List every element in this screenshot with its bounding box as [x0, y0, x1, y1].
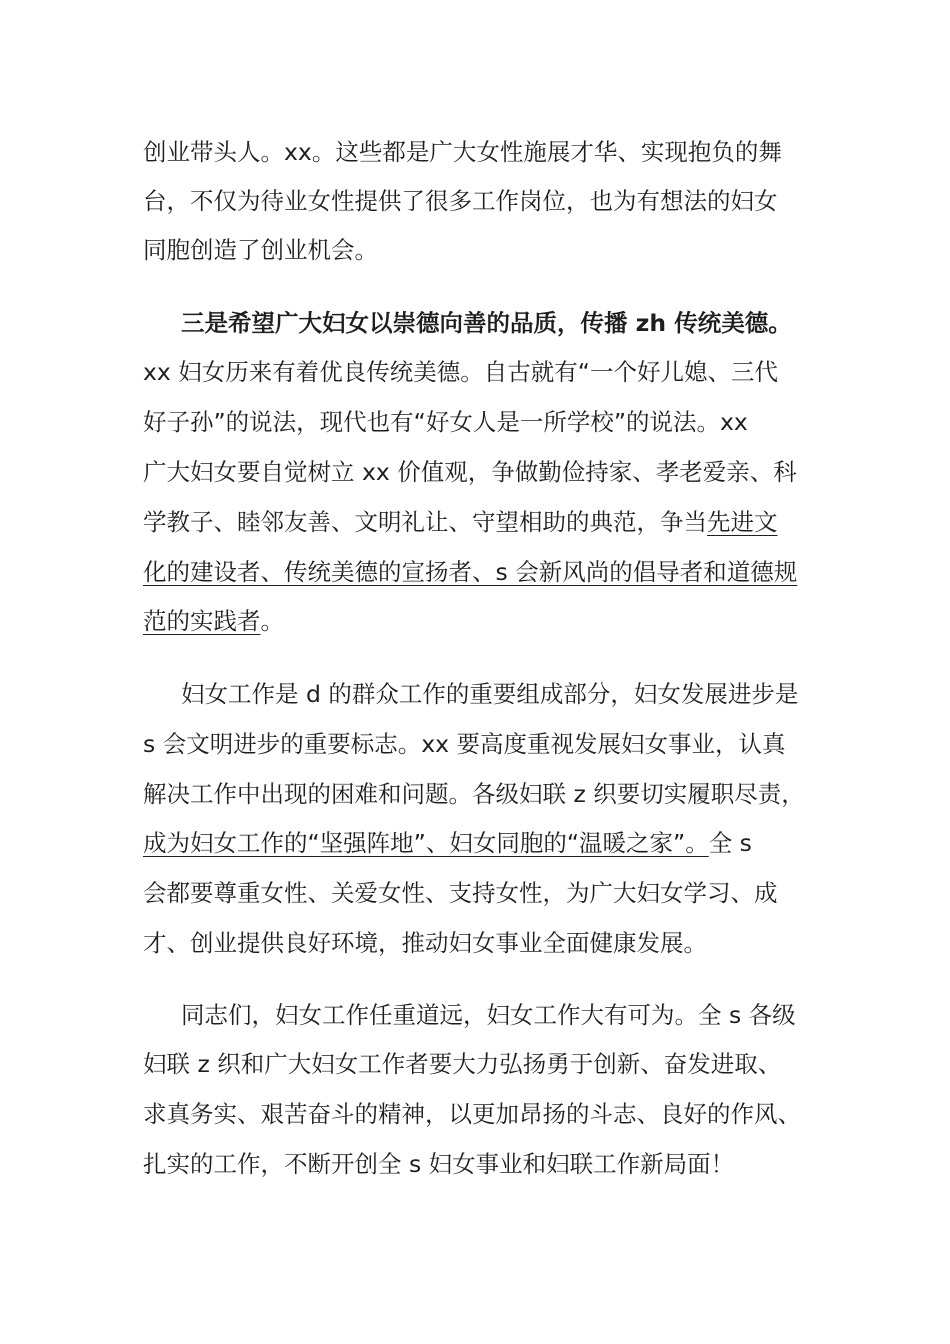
paragraph-2-line-5 — [143, 505, 778, 539]
paragraph-2-line-6 — [143, 555, 797, 589]
paragraph-2-heading: 三是希望广大妇女以崇德向善的品质，传播 zh 传统美德。 — [181, 309, 792, 337]
paragraph-4-line-4: 扎实的工作，不断开创全 s 妇女事业和妇联工作新局面！ — [143, 1150, 735, 1178]
paragraph-1-line-2: 台，不仅为待业女性提供了很多工作岗位，也为有想法的妇女 — [143, 187, 778, 215]
paragraph-2-line-4: 广大妇女要自觉树立 xx 价值观，争做勤俭持家、孝老爱亲、科 — [143, 458, 797, 486]
paragraph-2-line-5-plain: 学教子、睦邻友善、文明礼让、守望相助的典范，争当 — [143, 508, 707, 536]
paragraph-3-line-2: s 会文明进步的重要标志。xx 要高度重视发展妇女事业，认真 — [143, 730, 786, 758]
paragraph-3-underlined: 成为妇女工作的“坚强阵地”、妇女同胞的“温暖之家”。 — [143, 829, 709, 857]
paragraph-2-line-2: xx 妇女历来有着优良传统美德。自古就有“一个好儿媳、三代 — [143, 358, 778, 386]
paragraph-3-line-1: 妇女工作是 d 的群众工作的重要组成部分，妇女发展进步是 — [181, 680, 799, 708]
paragraph-2-line-7-plain: 。 — [260, 607, 284, 635]
paragraph-2-line-3: 好子孙”的说法，现代也有“好女人是一所学校”的说法。xx — [143, 408, 748, 436]
paragraph-2-underlined-middle: 化的建设者、传统美德的宣扬者、s 会新风尚的倡导者和道德规 — [143, 558, 798, 586]
paragraph-3-line-5: 会都要尊重女性、关爱女性、支持女性，为广大妇女学习、成 — [143, 879, 778, 907]
paragraph-3-line-6: 才、创业提供良好环境，推动妇女事业全面健康发展。 — [143, 929, 707, 957]
paragraph-1-line-3: 同胞创造了创业机会。 — [143, 236, 378, 264]
paragraph-3-line-4-plain: 全 s — [708, 829, 752, 857]
paragraph-3-line-4 — [143, 826, 752, 860]
paragraph-4-line-3: 求真务实、艰苦奋斗的精神，以更加昂扬的斗志、良好的作风、 — [143, 1100, 801, 1128]
paragraph-2-line-7 — [143, 604, 284, 638]
paragraph-3-line-3: 解决工作中出现的困难和问题。各级妇联 z 织要切实履职尽责， — [143, 780, 805, 808]
paragraph-2-underlined-start: 先进文 — [707, 508, 778, 536]
paragraph-1-line-1: 创业带头人。xx。这些都是广大女性施展才华、实现抱负的舞 — [143, 138, 782, 166]
paragraph-4-line-1: 同志们，妇女工作任重道远，妇女工作大有可为。全 s 各级 — [181, 1001, 796, 1029]
paragraph-2-underlined-end: 范的实践者 — [143, 607, 261, 635]
paragraph-4-line-2: 妇联 z 织和广大妇女工作者要大力弘扬勇于创新、奋发进取、 — [143, 1050, 782, 1078]
